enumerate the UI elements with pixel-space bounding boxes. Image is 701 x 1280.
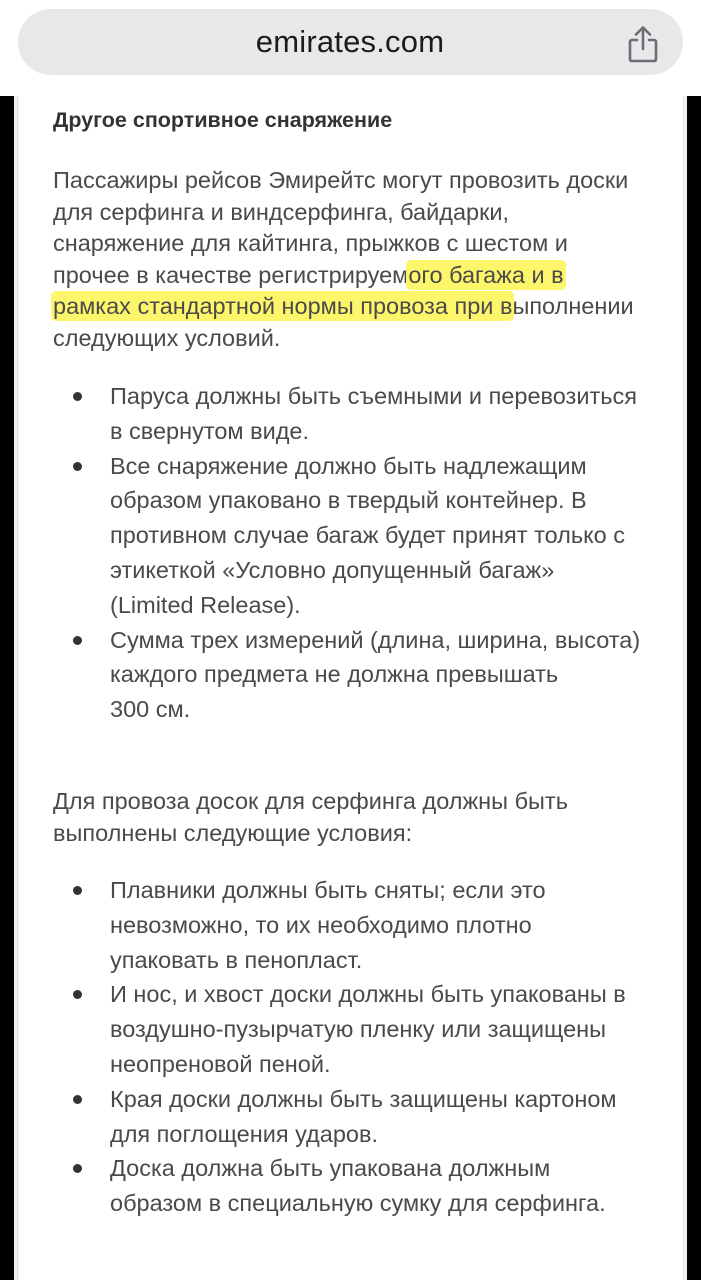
bullet-icon	[73, 392, 82, 401]
list-item-text: Плавники должны быть сняты; если это	[110, 877, 546, 903]
list-item-text: этикеткой «Условно допущенный багаж»	[110, 556, 555, 583]
share-icon	[624, 24, 662, 64]
bullet-icon	[73, 886, 82, 895]
intro-line: для серфинга и виндсерфинга, байдарки,	[53, 198, 510, 225]
bullet-icon	[73, 636, 82, 645]
list-item-text: (Limited Release).	[110, 591, 301, 618]
intro-line: снаряжение для кайтинга, прыжков с шестом и	[53, 230, 568, 256]
intro-line: Пассажиры рейсов Эмирейтс могут провозить доски	[53, 167, 629, 193]
page-content	[17, 96, 684, 1280]
list-item	[53, 873, 663, 977]
list-item-text: противном случае багаж будет принят только с	[110, 522, 625, 549]
share-button[interactable]	[624, 24, 662, 64]
surfboard-conditions-list	[53, 873, 663, 1221]
list-item-text: Доска должна быть упакована должным	[110, 1155, 551, 1182]
list-item-text: неопреновой пеной.	[110, 1050, 331, 1077]
intro-line: следующих условий.	[53, 324, 281, 351]
conditions-list	[53, 379, 663, 727]
bullet-icon	[73, 990, 82, 999]
screen-edge-right	[687, 0, 701, 1280]
list-item-text: Края доски должны быть защищены картоном	[110, 1085, 617, 1112]
list-item-text: образом упаковано в твердый контейнер. В	[110, 487, 587, 514]
list-item-text: в свернутом виде.	[110, 417, 310, 444]
bullet-icon	[73, 1095, 82, 1104]
list-item-text: для поглощения ударов.	[110, 1120, 378, 1147]
list-item-text: образом в специальную сумку для серфинга.	[110, 1190, 606, 1217]
screen-edge-left	[0, 0, 14, 1280]
list-item-text: Паруса должны быть съемными и перевозиться	[110, 383, 637, 409]
intro-text: ыполнении	[512, 293, 634, 319]
surfboard-intro-line: выполнены следующие условия:	[53, 819, 413, 846]
section-heading: Другое спортивное снаряжение	[53, 108, 393, 132]
list-item	[53, 1082, 663, 1152]
url-text[interactable]: emirates.com	[255, 24, 445, 59]
intro-line	[53, 291, 663, 323]
list-item	[53, 1151, 663, 1221]
bullet-icon	[73, 1164, 82, 1173]
bullet-icon	[73, 462, 82, 471]
highlighted-text: ого багажа и в	[408, 261, 564, 288]
intro-paragraph	[53, 165, 663, 354]
list-item-text: Сумма трех измерений (длина, ширина, высота)	[110, 626, 641, 653]
list-item-text: воздушно-пузырчатую пленку или защищены	[110, 1016, 607, 1043]
list-item-text: упаковать в пенопласт.	[110, 946, 363, 973]
list-item-text: невозможно, то их необходимо плотно	[110, 911, 532, 938]
list-item	[53, 379, 663, 449]
list-item	[53, 623, 663, 727]
highlighted-text: рамках стандартной нормы провоза при в	[53, 293, 513, 319]
surfboard-intro-line: Для провоза досок для серфинга должны быть	[53, 788, 568, 814]
list-item-text: И нос, и хвост доски должны быть упакованы в	[110, 981, 626, 1008]
intro-line	[53, 260, 663, 292]
list-item-text: Все снаряжение должно быть надлежащим	[110, 452, 587, 479]
list-item-text: каждого предмета не должна превышать	[110, 661, 559, 688]
list-item-text: 300 см.	[110, 696, 191, 723]
intro-text: прочее в качестве регистрируем	[53, 261, 409, 288]
list-item	[53, 449, 663, 623]
browser-toolbar	[0, 0, 701, 96]
list-item	[53, 977, 663, 1081]
surfboard-intro-paragraph	[53, 786, 663, 849]
